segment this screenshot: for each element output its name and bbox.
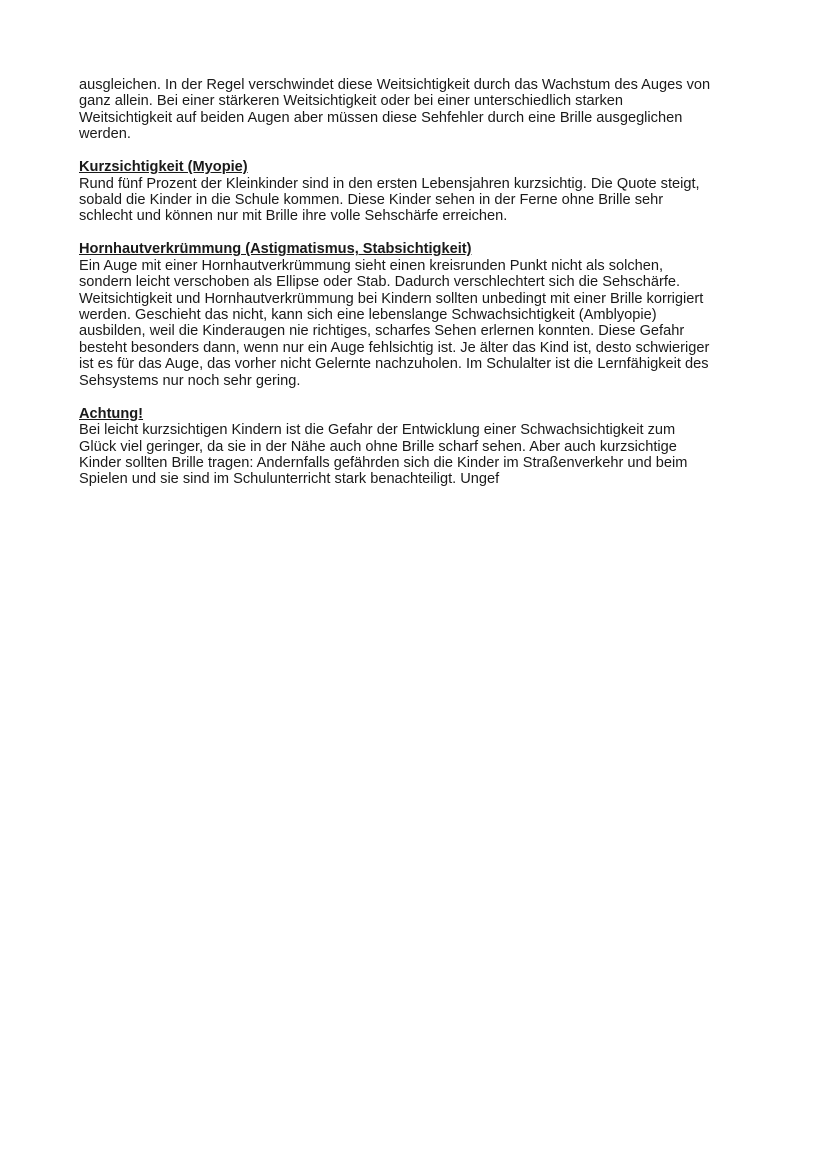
paragraph-line: sondern leicht verschoben als Ellipse oder Stab. Dadurch verschlechtert sich die Sehschärfe.: [79, 274, 681, 291]
paragraph-line: Glück viel geringer, da sie in der Nähe auch ohne Brille scharf sehen. Aber auch kurzsichtige: [79, 438, 677, 455]
section-astigmatism: [79, 241, 759, 389]
paragraph-line: Ein Auge mit einer Hornhautverkrümmung sieht einen kreisrunden Punkt nicht als solchen,: [79, 257, 664, 274]
paragraph-line: Weitsichtigkeit auf beiden Augen aber müssen diese Sehfehler durch eine Brille ausgeglichen: [79, 109, 683, 126]
paragraph-line: ausgleichen. In der Regel verschwindet diese Weitsichtigkeit durch das Wachstum des Auges von: [79, 77, 711, 93]
paragraph-line: Kinder sollten Brille tragen: Andernfalls gefährden sich die Kinder im Straßenverkehr und beim: [79, 454, 688, 471]
paragraph-line: Sehsystems nur noch sehr gering.: [79, 372, 301, 389]
paragraph-line: besteht besonders dann, wenn nur ein Auge fehlsichtig ist. Je älter das Kind ist, desto schwieriger: [79, 339, 710, 356]
paragraph-line: ist es für das Auge, das vorher nicht Gelernte nachzuholen. Im Schulalter ist die Lernfähigkeit des: [79, 356, 709, 373]
paragraph-line: Bei leicht kurzsichtigen Kindern ist die Gefahr der Entwicklung einer Schwachsichtigkeit zum: [79, 422, 676, 439]
paragraph-line: schlecht und können nur mit Brille ihre volle Sehschärfe erreichen.: [79, 208, 508, 225]
paragraph-line: ganz allein. Bei einer stärkeren Weitsichtigkeit oder bei einer unterschiedlich starken: [79, 93, 624, 110]
section-heading: Achtung!: [79, 405, 144, 422]
paragraph-line: ausbilden, weil die Kinderaugen nie richtiges, scharfes Sehen erlernen konnten. Diese Gefahr: [79, 323, 685, 340]
paragraph-line: Weitsichtigkeit und Hornhautverkrümmung bei Kindern sollten unbedingt mit einer Brille korrigiert: [79, 290, 704, 307]
paragraph-line: sobald die Kinder in die Schule kommen. Diese Kinder sehen in der Ferne ohne Brille sehr: [79, 192, 664, 209]
section-warning: [79, 406, 759, 488]
intro-paragraph: [79, 77, 759, 143]
section-heading: Hornhautverkrümmung (Astigmatismus, Stabsichtigkeit): [79, 241, 472, 258]
section-heading: Kurzsichtigkeit (Myopie): [79, 159, 248, 176]
paragraph-line: Rund fünf Prozent der Kleinkinder sind in den ersten Lebensjahren kurzsichtig. Die Quote steigt,: [79, 175, 700, 192]
document-page: [79, 77, 759, 488]
section-myopia: [79, 159, 759, 225]
paragraph-line: werden.: [79, 126, 131, 143]
paragraph-line: werden. Geschieht das nicht, kann sich eine lebenslange Schwachsichtigkeit (Amblyopie): [79, 307, 657, 324]
paragraph-line: Spielen und sie sind im Schulunterricht stark benachteiligt. Ungef: [79, 471, 500, 488]
